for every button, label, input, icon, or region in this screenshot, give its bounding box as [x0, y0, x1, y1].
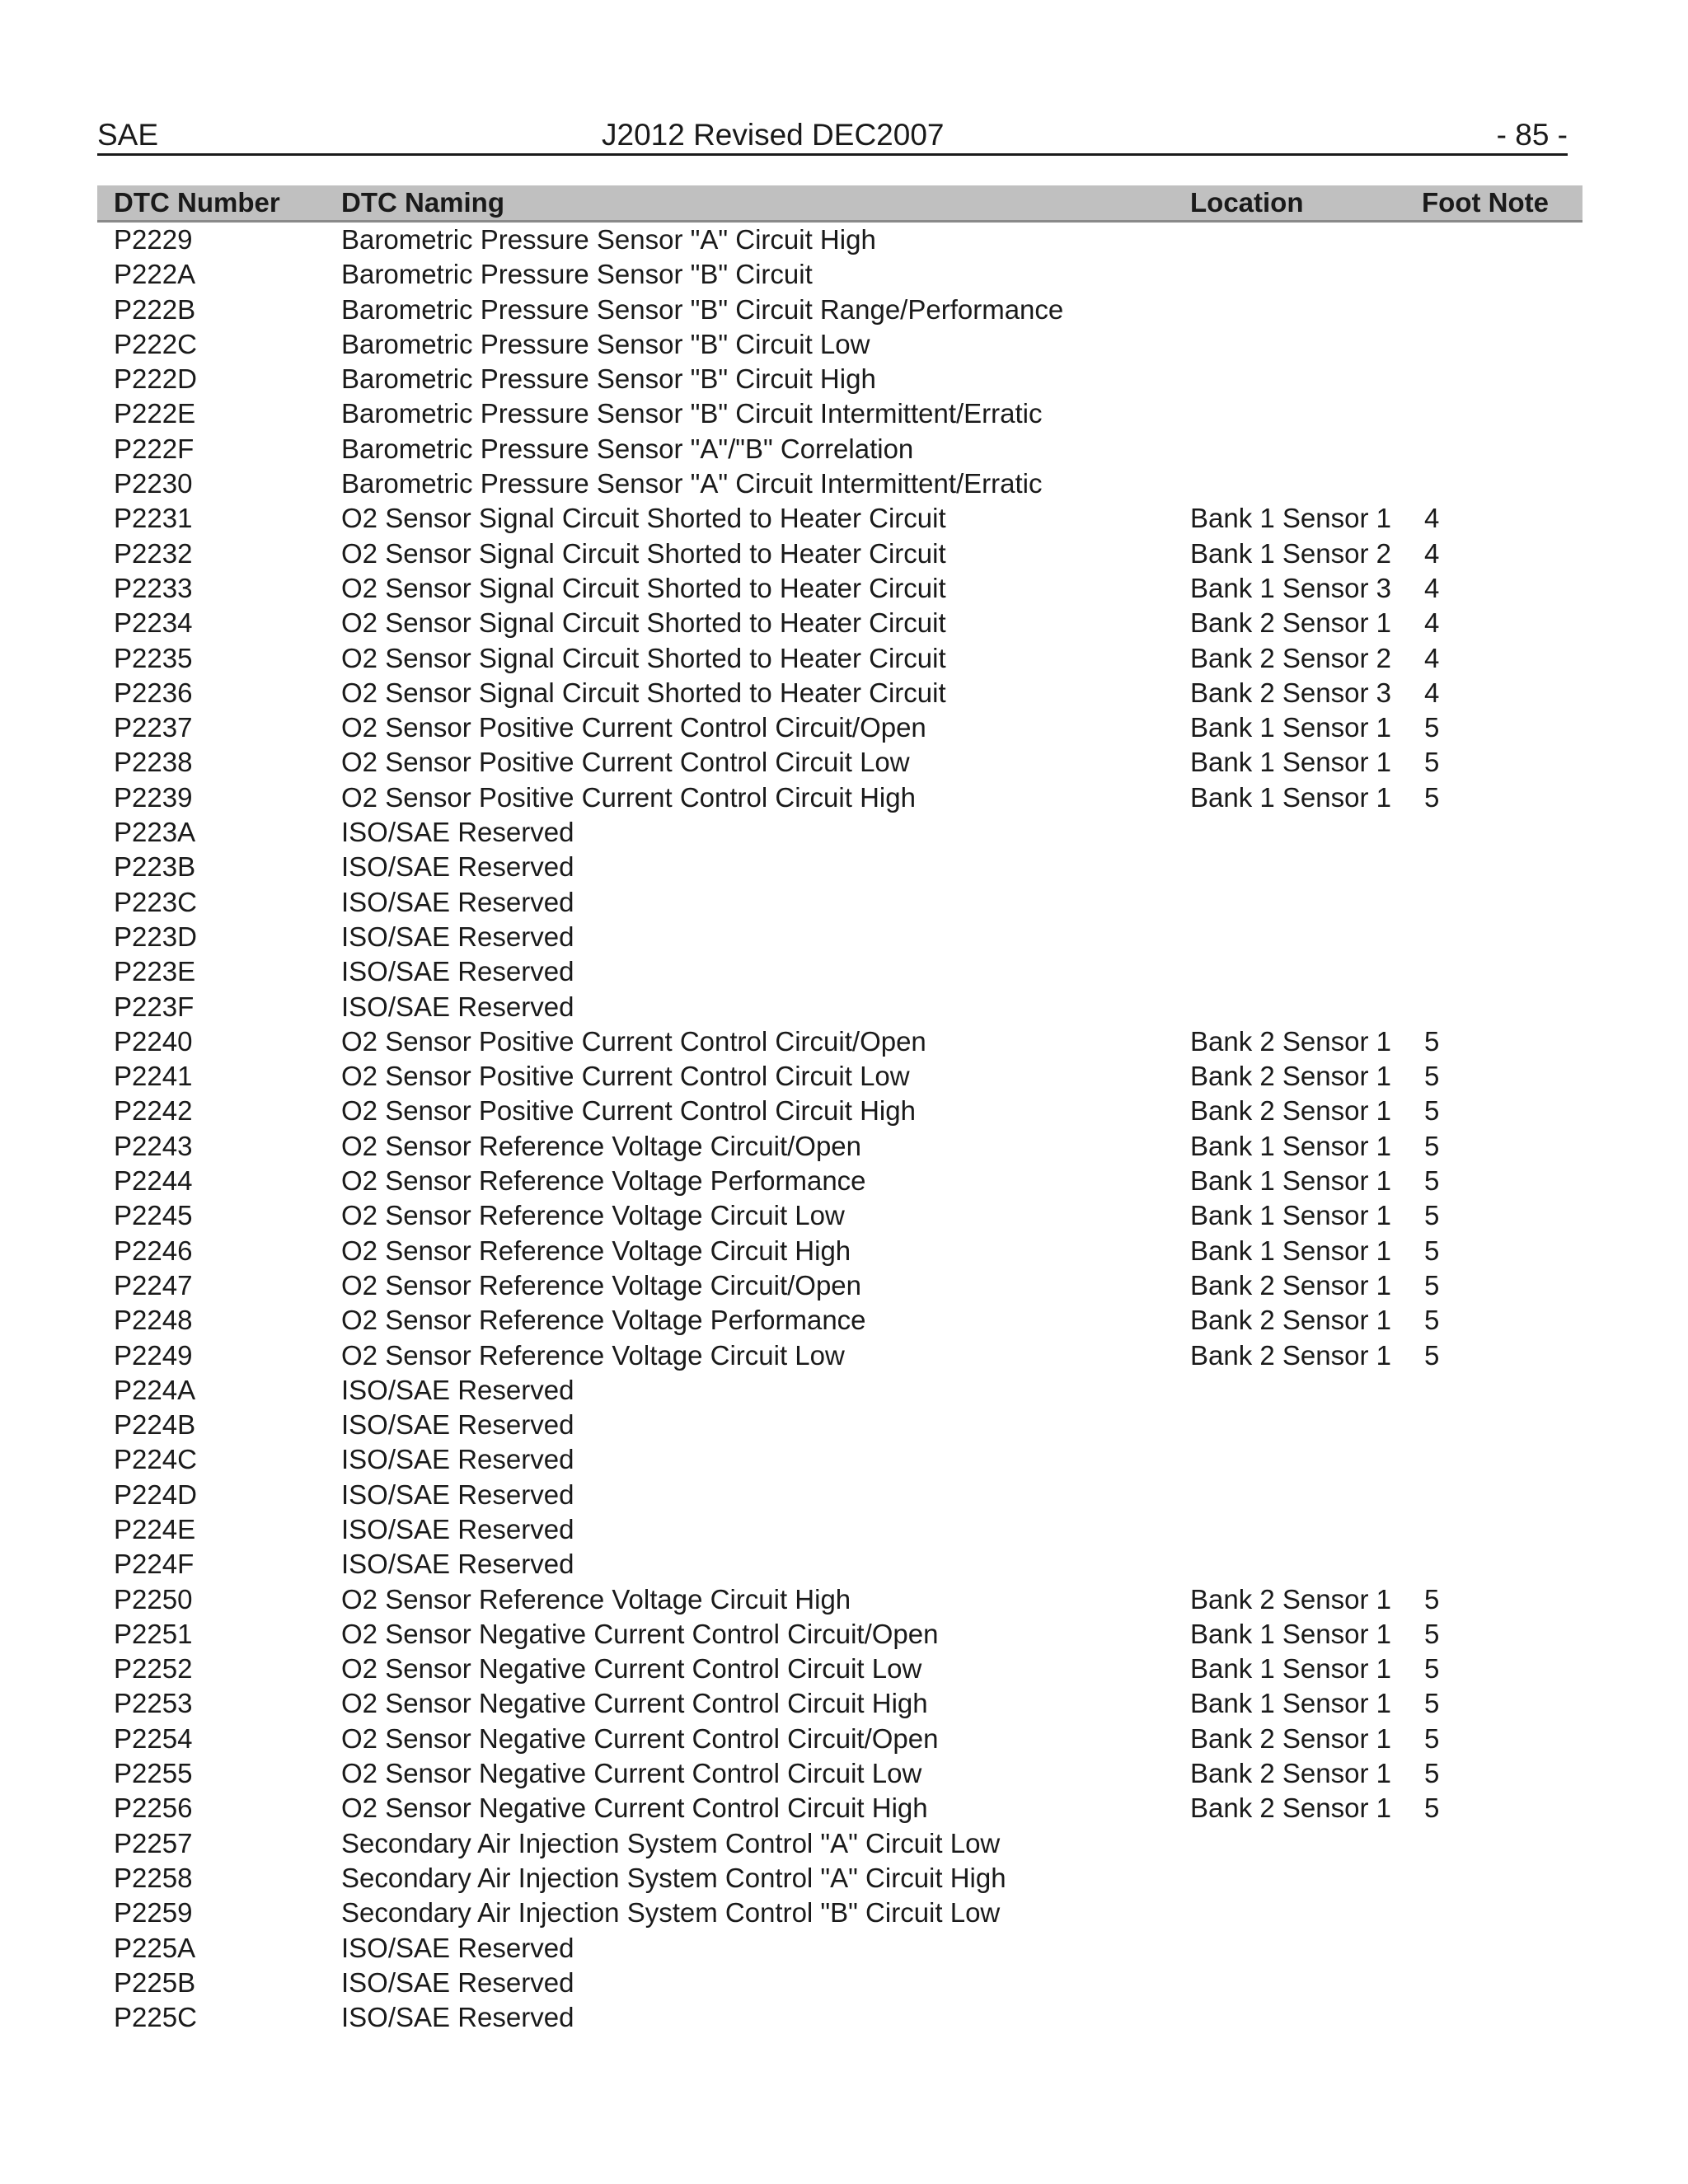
table-row [97, 1791, 1582, 1825]
table-row [97, 920, 1582, 954]
dtc-naming-cell: ISO/SAE Reserved [341, 1932, 574, 1963]
table-row [97, 1373, 1582, 1408]
table-row [97, 676, 1582, 710]
table-row [97, 780, 1582, 815]
table-row [97, 2000, 1582, 2035]
dtc-naming-cell: O2 Sensor Positive Current Control Circuit High [341, 1095, 916, 1127]
table-row [97, 1268, 1582, 1303]
dtc-naming-cell: O2 Sensor Negative Current Control Circuit Low [341, 1758, 922, 1789]
dtc-table [97, 185, 1582, 2035]
dtc-naming-cell: O2 Sensor Signal Circuit Shorted to Heater Circuit [341, 537, 946, 569]
dtc-number-cell: P2247 [114, 1269, 193, 1301]
dtc-naming-cell: ISO/SAE Reserved [341, 1444, 574, 1475]
column-header-dtc-naming: DTC Naming [341, 187, 504, 218]
location-cell: Bank 1 Sensor 1 [1190, 1130, 1391, 1161]
location-cell: Bank 2 Sensor 1 [1190, 1305, 1391, 1336]
table-row [97, 327, 1582, 362]
dtc-number-cell: P2237 [114, 712, 193, 743]
dtc-number-cell: P2246 [114, 1235, 193, 1266]
column-header-dtc-number: DTC Number [114, 187, 280, 218]
foot-note-cell: 5 [1424, 1165, 1440, 1197]
dtc-naming-cell: Barometric Pressure Sensor "A" Circuit Intermittent/Erratic [341, 468, 1043, 499]
table-row [97, 1303, 1582, 1338]
table-row [97, 1442, 1582, 1477]
dtc-number-cell: P223E [114, 956, 196, 987]
dtc-number-cell: P224A [114, 1374, 196, 1405]
location-cell: Bank 1 Sensor 1 [1190, 1653, 1391, 1685]
foot-note-cell: 5 [1424, 1269, 1440, 1301]
foot-note-cell: 5 [1424, 1025, 1440, 1057]
dtc-number-cell: P223C [114, 886, 197, 917]
location-cell: Bank 1 Sensor 1 [1190, 1618, 1391, 1649]
dtc-number-cell: P2248 [114, 1305, 193, 1336]
table-body [97, 223, 1582, 2035]
dtc-naming-cell: ISO/SAE Reserved [341, 1479, 574, 1510]
foot-note-cell: 5 [1424, 1583, 1440, 1615]
location-cell: Bank 2 Sensor 1 [1190, 1339, 1391, 1371]
dtc-number-cell: P2251 [114, 1618, 193, 1649]
dtc-number-cell: P2234 [114, 607, 193, 639]
dtc-naming-cell: O2 Sensor Positive Current Control Circuit/Open [341, 1025, 926, 1057]
foot-note-cell: 5 [1424, 1339, 1440, 1371]
table-row [97, 1896, 1582, 1930]
dtc-number-cell: P2242 [114, 1095, 193, 1127]
table-row [97, 1722, 1582, 1756]
table-row [97, 1408, 1582, 1442]
table-row [97, 223, 1582, 257]
table-row [97, 1024, 1582, 1059]
dtc-number-cell: P2259 [114, 1897, 193, 1929]
table-row [97, 1966, 1582, 2000]
dtc-naming-cell: O2 Sensor Negative Current Control Circuit High [341, 1793, 928, 1824]
dtc-number-cell: P2250 [114, 1583, 193, 1615]
dtc-number-cell: P2257 [114, 1827, 193, 1858]
table-row [97, 571, 1582, 606]
dtc-number-cell: P2245 [114, 1200, 193, 1231]
dtc-number-cell: P2254 [114, 1722, 193, 1754]
foot-note-cell: 5 [1424, 1061, 1440, 1092]
dtc-naming-cell: O2 Sensor Reference Voltage Performance [341, 1165, 866, 1197]
table-row [97, 1234, 1582, 1268]
dtc-number-cell: P224C [114, 1444, 197, 1475]
table-row [97, 501, 1582, 536]
foot-note-cell: 4 [1424, 677, 1440, 708]
foot-note-cell: 5 [1424, 1200, 1440, 1231]
foot-note-cell: 5 [1424, 1653, 1440, 1685]
location-cell: Bank 1 Sensor 3 [1190, 572, 1391, 603]
dtc-number-cell: P225A [114, 1932, 196, 1963]
dtc-naming-cell: O2 Sensor Negative Current Control Circuit/Open [341, 1618, 939, 1649]
location-cell: Bank 2 Sensor 1 [1190, 1758, 1391, 1789]
foot-note-cell: 5 [1424, 1305, 1440, 1336]
table-row [97, 1198, 1582, 1233]
dtc-number-cell: P2244 [114, 1165, 193, 1197]
location-cell: Bank 1 Sensor 1 [1190, 781, 1391, 813]
page-header [97, 117, 1568, 156]
dtc-number-cell: P222A [114, 259, 196, 290]
dtc-naming-cell: O2 Sensor Reference Voltage Circuit/Open [341, 1269, 862, 1301]
table-row [97, 1652, 1582, 1686]
dtc-number-cell: P2233 [114, 572, 193, 603]
dtc-naming-cell: O2 Sensor Negative Current Control Circuit High [341, 1688, 928, 1719]
dtc-naming-cell: O2 Sensor Reference Voltage Circuit/Open [341, 1130, 862, 1161]
table-row [97, 1756, 1582, 1791]
table-row [97, 1861, 1582, 1896]
table-row [97, 1826, 1582, 1861]
dtc-naming-cell: O2 Sensor Reference Voltage Circuit Low [341, 1339, 845, 1371]
dtc-number-cell: P224B [114, 1409, 196, 1441]
location-cell: Bank 2 Sensor 1 [1190, 1583, 1391, 1615]
table-row [97, 710, 1582, 745]
location-cell: Bank 2 Sensor 2 [1190, 642, 1391, 673]
foot-note-cell: 5 [1424, 1758, 1440, 1789]
header-organization: SAE [97, 118, 159, 152]
dtc-number-cell: P2258 [114, 1862, 193, 1893]
dtc-naming-cell: ISO/SAE Reserved [341, 2002, 574, 2033]
foot-note-cell: 4 [1424, 607, 1440, 639]
table-row [97, 1547, 1582, 1582]
dtc-number-cell: P223D [114, 921, 197, 952]
dtc-number-cell: P2232 [114, 537, 193, 569]
table-row [97, 1059, 1582, 1094]
table-row [97, 1686, 1582, 1721]
location-cell: Bank 1 Sensor 1 [1190, 1235, 1391, 1266]
table-row [97, 1164, 1582, 1198]
foot-note-cell: 5 [1424, 1618, 1440, 1649]
dtc-number-cell: P2240 [114, 1025, 193, 1057]
dtc-naming-cell: O2 Sensor Signal Circuit Shorted to Heater Circuit [341, 607, 946, 639]
location-cell: Bank 2 Sensor 1 [1190, 1722, 1391, 1754]
dtc-number-cell: P222C [114, 328, 197, 359]
dtc-number-cell: P2249 [114, 1339, 193, 1371]
dtc-number-cell: P2229 [114, 224, 193, 255]
dtc-naming-cell: ISO/SAE Reserved [341, 991, 574, 1022]
dtc-naming-cell: Barometric Pressure Sensor "A" Circuit High [341, 224, 876, 255]
dtc-naming-cell: O2 Sensor Signal Circuit Shorted to Heater Circuit [341, 572, 946, 603]
dtc-naming-cell: ISO/SAE Reserved [341, 956, 574, 987]
dtc-naming-cell: O2 Sensor Positive Current Control Circuit High [341, 781, 916, 813]
dtc-naming-cell: Secondary Air Injection System Control "A" Circuit High [341, 1862, 1006, 1893]
dtc-naming-cell: ISO/SAE Reserved [341, 851, 574, 883]
table-row [97, 396, 1582, 431]
table-row [97, 1617, 1582, 1652]
location-cell: Bank 1 Sensor 1 [1190, 1688, 1391, 1719]
dtc-number-cell: P224E [114, 1513, 196, 1544]
dtc-naming-cell: ISO/SAE Reserved [341, 1409, 574, 1441]
dtc-number-cell: P222D [114, 363, 197, 395]
dtc-number-cell: P2235 [114, 642, 193, 673]
dtc-naming-cell: ISO/SAE Reserved [341, 817, 574, 848]
location-cell: Bank 1 Sensor 1 [1190, 1165, 1391, 1197]
foot-note-cell: 4 [1424, 642, 1440, 673]
foot-note-cell: 4 [1424, 503, 1440, 534]
foot-note-cell: 5 [1424, 1722, 1440, 1754]
location-cell: Bank 1 Sensor 1 [1190, 1200, 1391, 1231]
dtc-number-cell: P224D [114, 1479, 197, 1510]
location-cell: Bank 2 Sensor 1 [1190, 1095, 1391, 1127]
dtc-number-cell: P222B [114, 293, 196, 325]
foot-note-cell: 5 [1424, 747, 1440, 778]
dtc-number-cell: P2241 [114, 1061, 193, 1092]
dtc-number-cell: P223B [114, 851, 196, 883]
table-row [97, 1094, 1582, 1128]
dtc-number-cell: P223A [114, 817, 196, 848]
foot-note-cell: 5 [1424, 1793, 1440, 1824]
dtc-naming-cell: ISO/SAE Reserved [341, 1513, 574, 1544]
table-row [97, 815, 1582, 850]
table-row [97, 1478, 1582, 1512]
dtc-number-cell: P2239 [114, 781, 193, 813]
foot-note-cell: 5 [1424, 1130, 1440, 1161]
location-cell: Bank 2 Sensor 1 [1190, 1025, 1391, 1057]
dtc-naming-cell: O2 Sensor Negative Current Control Circuit/Open [341, 1722, 939, 1754]
table-row [97, 1512, 1582, 1547]
table-row [97, 885, 1582, 920]
dtc-naming-cell: Barometric Pressure Sensor "B" Circuit High [341, 363, 876, 395]
table-header-row [97, 185, 1582, 223]
table-row [97, 1582, 1582, 1617]
foot-note-cell: 5 [1424, 712, 1440, 743]
dtc-naming-cell: Barometric Pressure Sensor "B" Circuit Low [341, 328, 870, 359]
dtc-naming-cell: Secondary Air Injection System Control "A" Circuit Low [341, 1827, 1001, 1858]
table-row [97, 954, 1582, 989]
table-row [97, 537, 1582, 571]
dtc-number-cell: P2252 [114, 1653, 193, 1685]
location-cell: Bank 1 Sensor 1 [1190, 712, 1391, 743]
dtc-naming-cell: O2 Sensor Negative Current Control Circuit Low [341, 1653, 922, 1685]
table-row [97, 745, 1582, 780]
foot-note-cell: 4 [1424, 537, 1440, 569]
dtc-naming-cell: O2 Sensor Positive Current Control Circuit/Open [341, 712, 926, 743]
column-header-location: Location [1190, 187, 1304, 218]
dtc-naming-cell: ISO/SAE Reserved [341, 1549, 574, 1580]
dtc-naming-cell: Barometric Pressure Sensor "A"/"B" Correlation [341, 433, 914, 464]
dtc-number-cell: P224F [114, 1549, 195, 1580]
dtc-naming-cell: O2 Sensor Signal Circuit Shorted to Heater Circuit [341, 677, 946, 708]
dtc-naming-cell: ISO/SAE Reserved [341, 1966, 574, 1998]
location-cell: Bank 2 Sensor 1 [1190, 1269, 1391, 1301]
table-row [97, 1931, 1582, 1966]
dtc-naming-cell: O2 Sensor Reference Voltage Circuit High [341, 1235, 851, 1266]
dtc-naming-cell: Secondary Air Injection System Control "B" Circuit Low [341, 1897, 1001, 1929]
header-document-title: J2012 Revised DEC2007 [602, 118, 945, 152]
location-cell: Bank 2 Sensor 1 [1190, 1061, 1391, 1092]
location-cell: Bank 2 Sensor 1 [1190, 1793, 1391, 1824]
dtc-naming-cell: ISO/SAE Reserved [341, 886, 574, 917]
location-cell: Bank 1 Sensor 1 [1190, 747, 1391, 778]
header-page-number: - 85 - [1496, 118, 1568, 152]
dtc-number-cell: P225B [114, 1966, 196, 1998]
table-row [97, 990, 1582, 1024]
location-cell: Bank 2 Sensor 3 [1190, 677, 1391, 708]
location-cell: Bank 1 Sensor 1 [1190, 503, 1391, 534]
location-cell: Bank 2 Sensor 1 [1190, 607, 1391, 639]
dtc-naming-cell: Barometric Pressure Sensor "B" Circuit [341, 259, 813, 290]
column-header-foot-note: Foot Note [1422, 187, 1549, 218]
dtc-naming-cell: ISO/SAE Reserved [341, 1374, 574, 1405]
table-row [97, 432, 1582, 466]
dtc-naming-cell: O2 Sensor Positive Current Control Circuit Low [341, 747, 910, 778]
dtc-number-cell: P2243 [114, 1130, 193, 1161]
table-row [97, 293, 1582, 327]
table-row [97, 850, 1582, 884]
table-row [97, 257, 1582, 292]
foot-note-cell: 5 [1424, 1688, 1440, 1719]
dtc-number-cell: P2255 [114, 1758, 193, 1789]
dtc-naming-cell: O2 Sensor Reference Voltage Circuit Low [341, 1200, 845, 1231]
dtc-number-cell: P222E [114, 398, 196, 429]
dtc-naming-cell: O2 Sensor Signal Circuit Shorted to Heater Circuit [341, 642, 946, 673]
dtc-naming-cell: Barometric Pressure Sensor "B" Circuit Range/Performance [341, 293, 1064, 325]
dtc-number-cell: P2236 [114, 677, 193, 708]
dtc-naming-cell: Barometric Pressure Sensor "B" Circuit Intermittent/Erratic [341, 398, 1043, 429]
dtc-naming-cell: O2 Sensor Signal Circuit Shorted to Heater Circuit [341, 503, 946, 534]
table-row [97, 466, 1582, 501]
foot-note-cell: 5 [1424, 1095, 1440, 1127]
table-row [97, 1338, 1582, 1373]
dtc-naming-cell: O2 Sensor Positive Current Control Circuit Low [341, 1061, 910, 1092]
location-cell: Bank 1 Sensor 2 [1190, 537, 1391, 569]
dtc-number-cell: P2231 [114, 503, 193, 534]
dtc-number-cell: P2230 [114, 468, 193, 499]
table-row [97, 641, 1582, 676]
dtc-number-cell: P2256 [114, 1793, 193, 1824]
foot-note-cell: 5 [1424, 781, 1440, 813]
dtc-number-cell: P222F [114, 433, 195, 464]
foot-note-cell: 5 [1424, 1235, 1440, 1266]
dtc-number-cell: P2238 [114, 747, 193, 778]
dtc-naming-cell: O2 Sensor Reference Voltage Performance [341, 1305, 866, 1336]
dtc-number-cell: P225C [114, 2002, 197, 2033]
table-row [97, 362, 1582, 396]
table-row [97, 1129, 1582, 1164]
dtc-naming-cell: ISO/SAE Reserved [341, 921, 574, 952]
dtc-number-cell: P223F [114, 991, 195, 1022]
table-row [97, 606, 1582, 640]
foot-note-cell: 4 [1424, 572, 1440, 603]
dtc-number-cell: P2253 [114, 1688, 193, 1719]
dtc-naming-cell: O2 Sensor Reference Voltage Circuit High [341, 1583, 851, 1615]
